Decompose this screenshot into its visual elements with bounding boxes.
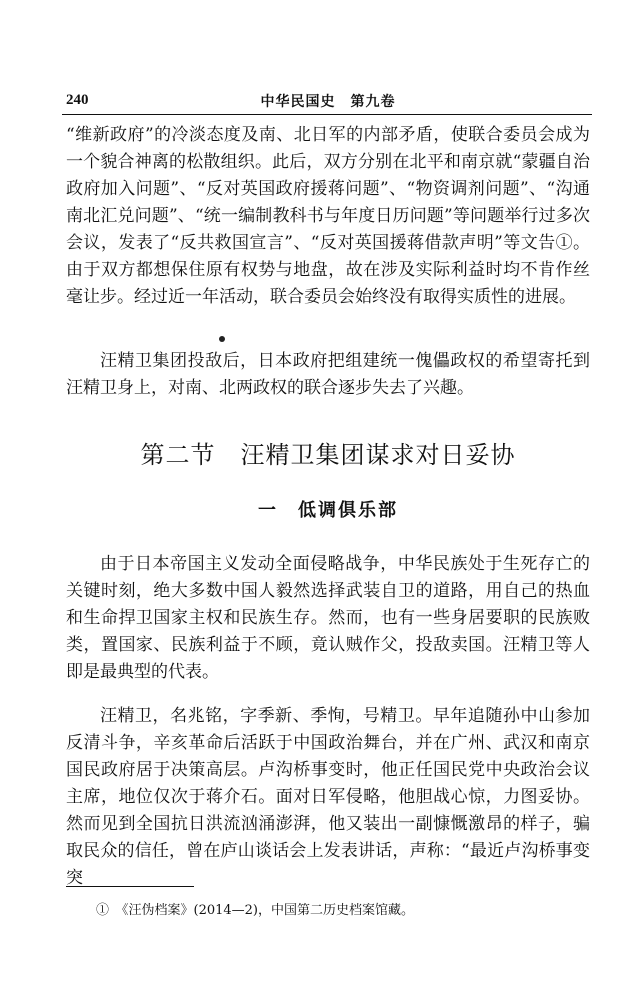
paragraph-4: 汪精卫，名兆铭，字季新、季恂，号精卫。早年追随孙中山参加反清斗争，辛亥革命后活跃于中国政治舞台，并在广州、武汉和南京国民政府居于决策高层。卢沟桥事变时，他正任国民党中央政治会议主席，地位仅次于蒋介石。面对日军侵略，他胆战心惊，力图妥协。然而见到全国抗日洪流汹涌澎湃，他又装出一副慷慨激昂的样子，骗取民众的信任，曾在庐山谈话会上发表讲话，声称：“最近卢沟桥事变突	[66, 706, 590, 888]
footnote-rule	[66, 886, 194, 887]
ink-speck	[219, 336, 225, 342]
paragraph-3: 由于日本帝国主义发动全面侵略战争，中华民族处于生死存亡的关键时刻，绝大多数中国人毅然选择武装自卫的道路，用自己的热血和生命捍卫国家主权和民族生存。然而，也有一些身居要职的民族败类，置国家、民族利益于不顾，竟认贼作父，投敌卖国。汪精卫等人即是最典型的代表。	[66, 554, 590, 682]
running-header	[66, 88, 590, 112]
section-title: 第二节 汪精卫集团谋求对日妥协	[140, 441, 516, 469]
paragraph-2: 汪精卫集团投敌后，日本政府把组建统一傀儡政权的希望寄托到汪精卫身上，对南、北两政权的联合逐步失去了兴趣。	[66, 351, 590, 398]
running-title: 中华民国史 第九卷	[260, 94, 396, 110]
page-number: 240	[66, 92, 89, 108]
footnote: ① 《汪伪档案》(2014—2)，中国第二历史档案馆藏。	[96, 903, 414, 918]
subsection-title: 一 低调俱乐部	[258, 500, 398, 521]
header-rule	[62, 114, 592, 115]
paragraph-1: “维新政府”的冷淡态度及南、北日军的内部矛盾，使联合委员会成为一个貌合神离的松散组织。此后，双方分别在北平和南京就“蒙疆自治政府加入问题”、“反对英国政府援蒋问题”、“物资调剂问题”、“沟通南北汇兑问题”、“统一编制教科书与年度日历问题”等问题举行过多次会议，发表了“反共救国宣言”、“反对英国援蒋借款声明”等文告①。由于双方都想保住原有权势与地盘，故在涉及实际利益时均不肯作丝毫让步。经过近一年活动，联合委员会始终没有取得实质性的进展。	[66, 125, 590, 307]
